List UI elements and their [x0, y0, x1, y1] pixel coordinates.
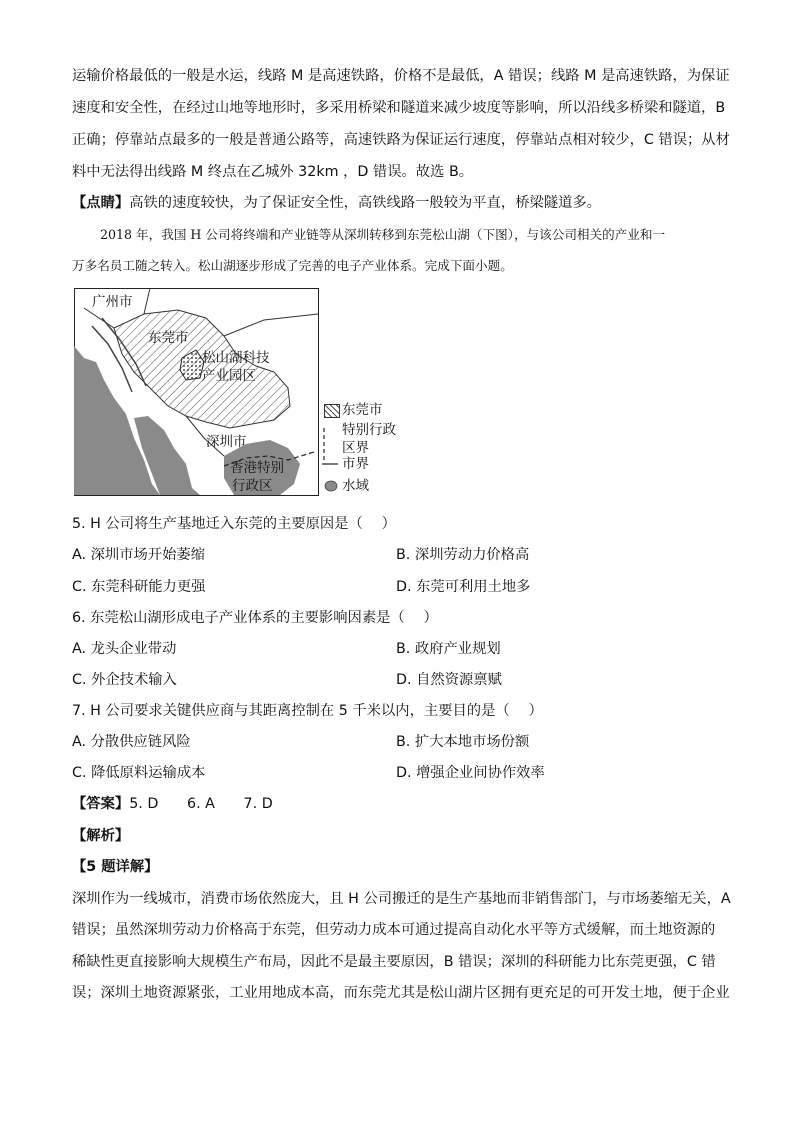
answer-text: 5. D 6. A 7. D [129, 796, 273, 812]
legend-city-line [322, 460, 340, 468]
answer-line [72, 794, 722, 814]
detail-tag: 【5 题详解】 [72, 859, 159, 875]
legend-dongguan-swatch [324, 404, 340, 418]
map-label-hongkong: 行政区 [232, 478, 273, 494]
question-option: C. 降低原料运输成本 [72, 765, 206, 781]
analysis-tag: 【解析】 [72, 828, 130, 844]
legend-sar: 区界 [342, 440, 369, 456]
legend-water: 水域 [342, 478, 369, 494]
question-stem: 5. H 公司将生产基地迁入东莞的主要原因是（ ） [72, 516, 396, 532]
question-option: B. 扩大本地市场份额 [396, 734, 530, 750]
material-line: 2018 年，我国 H 公司将终端和产业链等从深圳转移到东莞松山湖（下图），与该公司相关的产业和一 [100, 227, 666, 242]
detail-line: 深圳作为一线城市，消费市场依然庞大，且 H 公司搬迁的是生产基地而非销售部门，与市场萎缩无关，A [72, 891, 731, 907]
material-line: 万多名员工随之转入。松山湖逐步形成了完善的电子产业体系。完成下面小题。 [72, 258, 513, 273]
comment-text: 高铁的速度较快，为了保证安全性，高铁线路一般较为平直，桥梁隧道多。 [129, 195, 601, 211]
map-label-shenzhen: 深圳市 [206, 434, 247, 450]
question-option: C. 外企技术输入 [72, 672, 177, 688]
map-label-park: 松山湖科技 [202, 350, 270, 366]
paragraph-line: 料中无法得出线路 M 终点在乙城外 32km ，D 错误。故选 B。 [72, 164, 474, 180]
question-option: A. 龙头企业带动 [72, 641, 177, 657]
legend-water-swatch [324, 480, 340, 492]
map-label-hongkong: 香港特别 [230, 460, 284, 476]
legend-city-border: 市界 [342, 456, 369, 472]
detail-line: 错误；虽然深圳劳动力价格高于东莞，但劳动力成本可通过提高自动化水平等方式缓解，而土地资源的 [72, 922, 716, 938]
paragraph-line: 速度和安全性，在经过山地等地形时，多采用桥梁和隧道来减少坡度等影响，所以沿线多桥梁和隧道，B [72, 100, 726, 116]
detail-line: 稀缺性更直接影响大规模生产布局，因此不是最主要原因，B 错误；深圳的科研能力比东莞更强，C 错 [72, 954, 716, 970]
paragraph-line: 正确；停靠站点最多的一般是普通公路等，高速铁路为保证运行速度，停靠站点相对较少，C 错误；从材 [72, 132, 730, 148]
legend-sar: 特别行政 [342, 422, 396, 438]
map-figure [74, 288, 394, 496]
question-option: D. 增强企业间协作效率 [396, 765, 545, 781]
question-option: C. 东莞科研能力更强 [72, 579, 206, 595]
paragraph-line: 运输价格最低的一般是水运，线路 M 是高速铁路，价格不是最低，A 错误；线路 M 是高速铁路，为保证 [72, 68, 730, 84]
answer-tag: 【答案】 [72, 796, 130, 812]
comment-tag: 【点睛】 [72, 195, 130, 211]
question-stem: 7. H 公司要求关键供应商与其距离控制在 5 千米以内，主要目的是（ ） [72, 703, 543, 719]
comment-line [72, 193, 722, 213]
detail-line: 误；深圳土地资源紧张，工业用地成本高，而东莞尤其是松山湖片区拥有更充足的可开发土地，便于企业 [72, 985, 730, 1001]
map-label-guangzhou: 广州市 [92, 294, 133, 310]
question-option: B. 深圳劳动力价格高 [396, 547, 530, 563]
legend-dongguan: 东莞市 [342, 402, 383, 418]
question-option: D. 东莞可利用土地多 [396, 579, 531, 595]
question-stem: 6. 东莞松山湖形成电子产业体系的主要影响因素是（ ） [72, 610, 438, 626]
question-option: D. 自然资源禀赋 [396, 672, 502, 688]
question-option: B. 政府产业规划 [396, 641, 501, 657]
map-label-dongguan: 东莞市 [148, 330, 189, 346]
question-option: A. 深圳市场开始萎缩 [72, 547, 205, 563]
legend-sar-line [322, 426, 340, 462]
map-label-park: 产业园区 [202, 368, 256, 384]
question-option: A. 分散供应链风险 [72, 734, 191, 750]
